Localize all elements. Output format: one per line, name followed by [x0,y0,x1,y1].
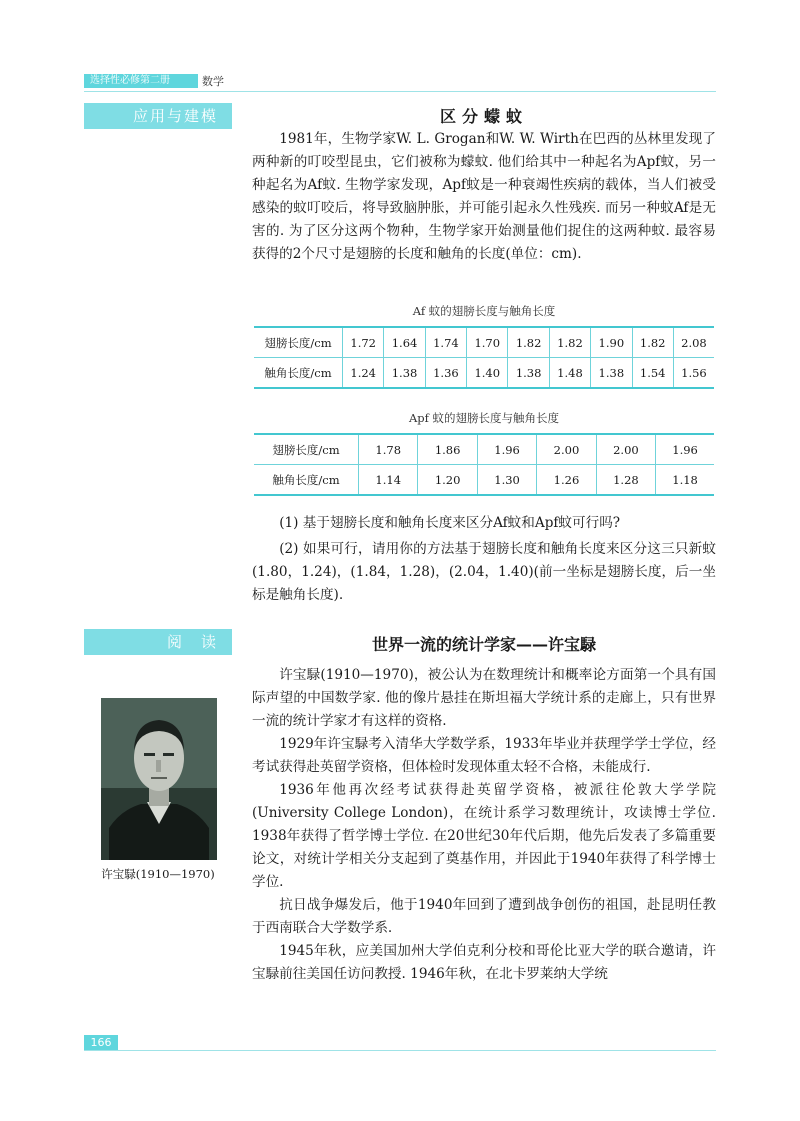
row-header: 触角长度/cm [254,465,359,496]
table-cell: 1.20 [418,465,477,496]
book-title-banner: 选择性必修第二册 [84,74,198,88]
row-header: 翅膀长度/cm [254,327,343,358]
table-cell: 1.72 [343,327,384,358]
table-cell: 1.96 [477,434,536,465]
table-cell: 2.00 [596,434,655,465]
section2-body [252,664,716,986]
table-cell: 1.86 [418,434,477,465]
table-cell: 1.18 [656,465,714,496]
body-paragraph: 1945年秋，应美国加州大学伯克利分校和哥伦比亚大学的联合邀请，许宝騄前往美国任访问教授. 1946年秋，在北卡罗莱纳大学统 [252,943,716,982]
table-row [254,358,714,389]
table-cell: 1.36 [425,358,466,389]
page-number: 166 [84,1035,118,1051]
table-cell: 1.82 [632,327,673,358]
body-paragraph: 抗日战争爆发后，他于1940年回到了遭到战争创伤的祖国，赴昆明任教于西南联合大学数学系. [252,897,716,936]
portrait-caption: 许宝騄(1910—1970) [101,867,215,881]
table-cell: 1.54 [632,358,673,389]
body-paragraph: 1929年许宝騄考入清华大学数学系，1933年毕业并获理学学士学位，经考试获得赴英留学资格，但体检时发现体重太轻不合格，未能成行. [252,736,716,775]
table-cell: 1.90 [591,327,632,358]
body-paragraph: 许宝騄(1910—1970)，被公认为在数理统计和概率论方面第一个具有国际声望的中国数学家. 他的像片悬挂在斯坦福大学统计系的走廊上，只有世界一流的统计学家才有这样的资格. [252,667,716,729]
table-cell: 1.40 [467,358,508,389]
table-af [254,326,714,389]
row-header: 触角长度/cm [254,358,343,389]
portrait-image [101,698,217,860]
table-cell: 1.30 [477,465,536,496]
table-row [254,327,714,358]
question-1: (1) 基于翅膀长度和触角长度来区分Af蚊和Apf蚊可行吗? [279,515,621,531]
row-header: 翅膀长度/cm [254,434,359,465]
table-cell: 1.48 [549,358,590,389]
table-row [254,434,714,465]
table-cell: 1.28 [596,465,655,496]
table-cell: 1.38 [591,358,632,389]
section-tab-reading: 阅 读 [84,629,232,655]
table-cell: 1.38 [384,358,425,389]
table-cell: 1.82 [549,327,590,358]
table-row [254,465,714,496]
table-cell: 1.78 [359,434,418,465]
question-2: (2) 如果可行，请用你的方法基于翅膀长度和触角长度来区分这三只新蚊(1.80，1.24)，(1.84，1.28)，(2.04，1.40)(前一坐标是翅膀长度，后一坐标是触角长度). [252,541,716,603]
section2-title: 世界一流的统计学家——许宝騄 [371,635,596,654]
table-cell: 1.14 [359,465,418,496]
section1-title: 区分蠓蚊 [439,107,528,126]
footer-rule [84,1050,716,1051]
table-cell: 1.24 [343,358,384,389]
table-apf-caption: Apf 蚊的翅膀长度与触角长度 [408,411,560,425]
table-cell: 2.08 [673,327,714,358]
table-cell: 1.64 [384,327,425,358]
subject-label: 数学 [202,75,224,88]
table-apf [254,433,714,496]
table-cell: 1.56 [673,358,714,389]
table-af-caption: Af 蚊的翅膀长度与触角长度 [412,304,556,318]
section-tab-modeling: 应用与建模 [84,103,232,129]
table-cell: 1.38 [508,358,549,389]
table-cell: 1.74 [425,327,466,358]
table-cell: 1.96 [656,434,714,465]
header-rule [84,91,716,92]
body-paragraph: 1936年他再次经考试获得赴英留学资格，被派往伦敦大学学院(University College London)，在统计系学习数理统计，攻读博士学位. 1938年获得了哲学博士学位. 在20世纪30年代后期，他先后发表了多篇重要论文，对统计学相关分支起到了奠基作用，并因此于1940年获得了科学博士学位. [252,782,716,890]
table-cell: 2.00 [537,434,596,465]
table-cell: 1.82 [508,327,549,358]
table-cell: 1.26 [537,465,596,496]
portrait-photo [101,698,217,860]
table-cell: 1.70 [467,327,508,358]
section1-paragraph: 1981年，生物学家W. L. Grogan和W. W. Wirth在巴西的丛林里发现了两种新的叮咬型昆虫，它们被称为蠓蚊. 他们给其中一种起名为Apf蚊，另一种起名为Af蚊. 生物学家发现，Apf蚊是一种衰竭性疾病的载体，当人们被受感染的蚊叮咬后，将导致脑肿胀，并可能引起永久性残疾. 而另一种蚊Af是无害的. 为了区分这两个物种，生物学家开始测量他们捉住的这两种蚊. 最容易获得的2个尺寸是翅膀的长度和触角的长度(单位：cm). [252,131,716,262]
